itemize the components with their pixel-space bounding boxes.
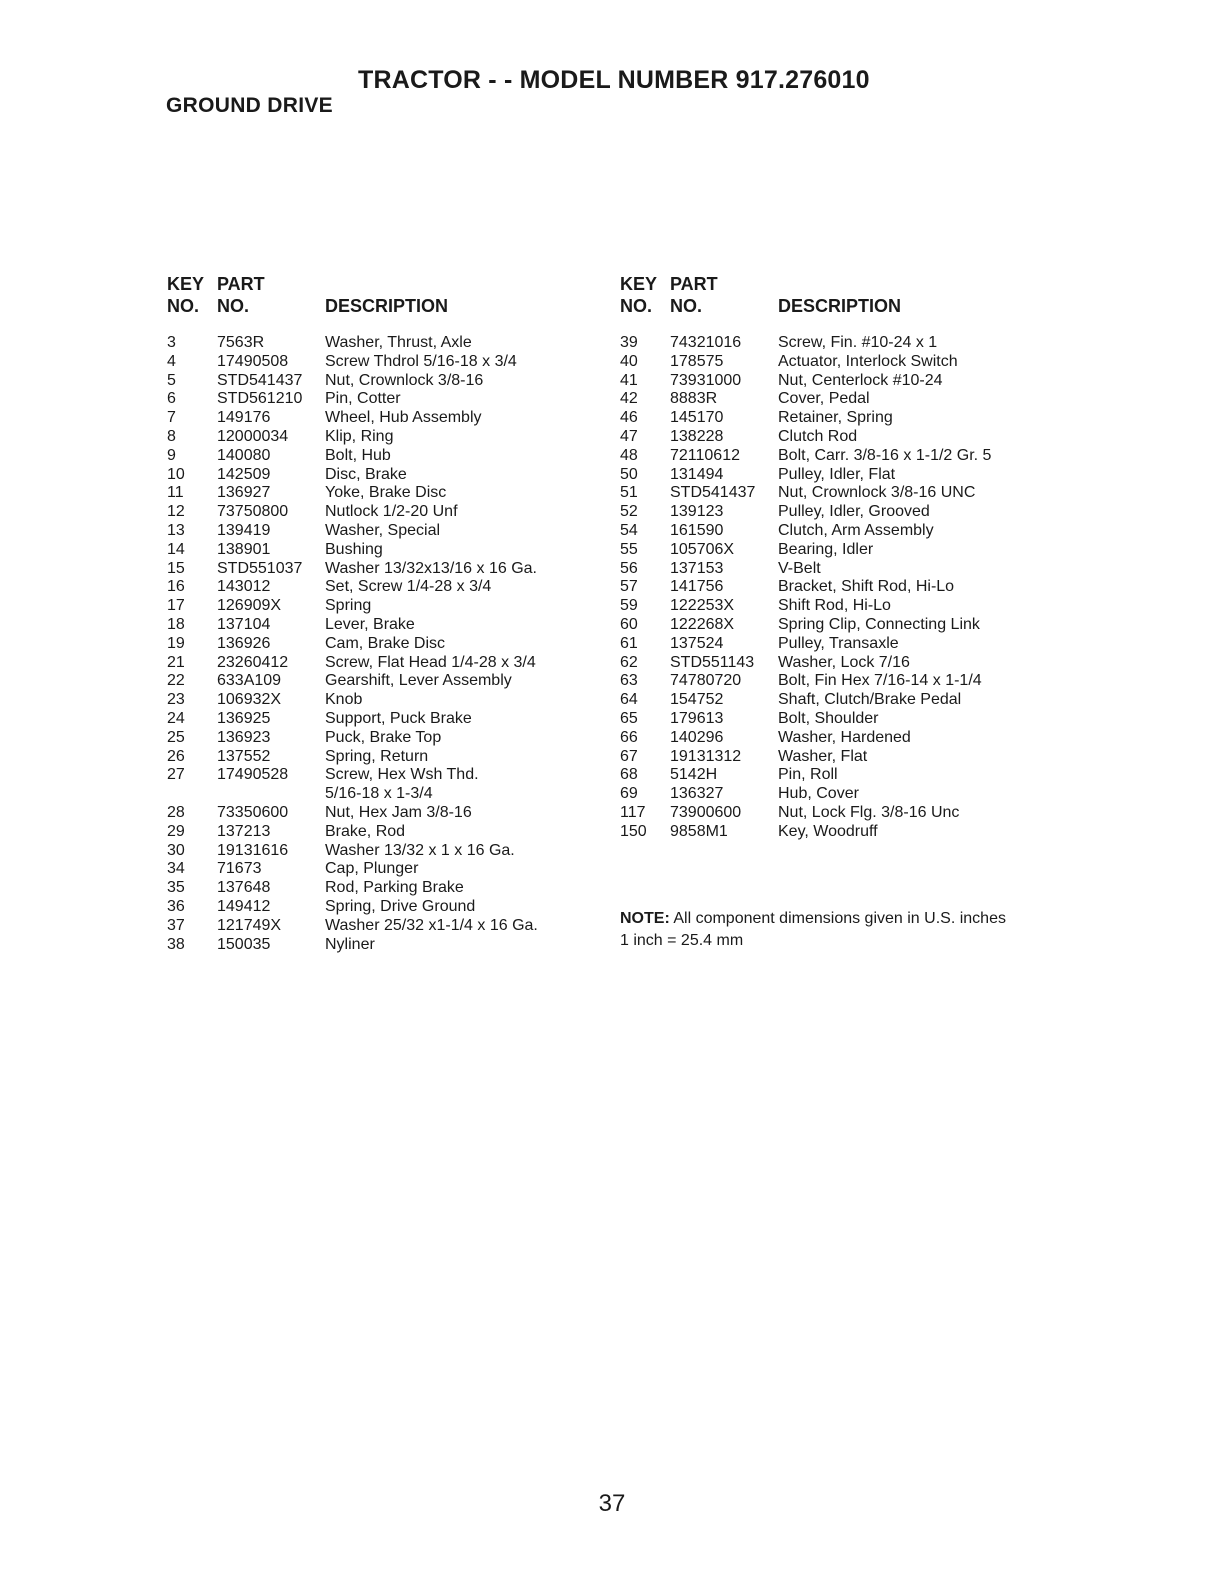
part-no: 9858M1 (670, 822, 728, 840)
description: Bolt, Fin Hex 7/16-14 x 1-1/4 (778, 672, 982, 690)
dimension-note (620, 908, 1010, 952)
header-key-top: KEY (167, 274, 205, 294)
description: Knob (325, 691, 363, 709)
page-title: TRACTOR - - MODEL NUMBER 917.276010 (358, 66, 870, 94)
key-no: 68 (620, 766, 638, 784)
description: Clutch Rod (778, 427, 858, 445)
description: Washer, Hardened (778, 728, 911, 746)
key-no: 52 (620, 503, 638, 521)
part-no: 141756 (670, 578, 724, 596)
description: Spring, Return (325, 747, 429, 765)
header-key-top: KEY (620, 274, 658, 294)
part-no: 73350600 (217, 803, 289, 821)
part-no: 149412 (217, 897, 271, 915)
description: Disc, Brake (325, 465, 407, 483)
description: Washer 25/32 x1-1/4 x 16 Ga. (325, 916, 538, 934)
header-part-top: PART (670, 274, 718, 294)
description: Cam, Brake Disc (325, 634, 446, 652)
key-no: 63 (620, 672, 638, 690)
table-row (167, 409, 587, 428)
table-row (167, 748, 587, 767)
description: Screw, Flat Head 1/4-28 x 3/4 (325, 653, 536, 671)
description: Cap, Plunger (325, 860, 419, 878)
part-no: 179613 (670, 709, 724, 727)
note-label: NOTE: (620, 910, 670, 927)
part-no: 136926 (217, 634, 271, 652)
part-no: 136923 (217, 728, 271, 746)
description: Spring Clip, Connecting Link (778, 615, 980, 633)
key-no: 54 (620, 521, 638, 539)
table-row (167, 785, 587, 804)
description: Shift Rod, Hi-Lo (778, 597, 891, 615)
description: Washer, Flat (778, 747, 868, 765)
part-no: 122253X (670, 597, 735, 615)
table-row (620, 823, 1040, 842)
key-no: 28 (167, 803, 185, 821)
table-row (167, 522, 587, 541)
description: Actuator, Interlock Switch (778, 352, 958, 370)
key-no: 37 (167, 916, 185, 934)
table-row (167, 635, 587, 654)
key-no: 6 (167, 390, 176, 408)
table-row (620, 353, 1040, 372)
description: Washer 13/32x13/16 x 16 Ga. (325, 559, 537, 577)
key-no: 40 (620, 352, 638, 370)
part-no: 140080 (217, 446, 271, 464)
table-row (167, 917, 587, 936)
description: Pulley, Transaxle (778, 634, 899, 652)
description: Nut, Centerlock #10-24 (778, 371, 943, 389)
key-no: 60 (620, 615, 638, 633)
section-subtitle: GROUND DRIVE (166, 94, 333, 117)
table-row (620, 428, 1040, 447)
description: Klip, Ring (325, 427, 394, 445)
table-row (167, 466, 587, 485)
description: Bracket, Shift Rod, Hi-Lo (778, 578, 955, 596)
description: Yoke, Brake Disc (325, 484, 447, 502)
description: Support, Puck Brake (325, 709, 472, 727)
description: Bolt, Shoulder (778, 709, 879, 727)
header-part-bottom: NO. (670, 296, 703, 316)
key-no: 19 (167, 634, 185, 652)
part-no: 143012 (217, 578, 271, 596)
key-no: 55 (620, 540, 638, 558)
description: Hub, Cover (778, 785, 859, 803)
part-no: 161590 (670, 521, 724, 539)
description: Cover, Pedal (778, 390, 870, 408)
page-number: 37 (598, 1490, 626, 1517)
part-no: 139123 (670, 503, 724, 521)
key-no: 36 (167, 897, 185, 915)
table-row (167, 578, 587, 597)
key-no: 64 (620, 691, 638, 709)
part-no: 105706X (670, 540, 735, 558)
key-no: 62 (620, 653, 638, 671)
part-no: 137648 (217, 879, 271, 897)
description: Retainer, Spring (778, 409, 893, 427)
note-text: All component dimensions given in U.S. inches 1 inch = 25.4 mm (620, 910, 1006, 949)
table-row (620, 804, 1040, 823)
key-no: 29 (167, 822, 185, 840)
description: Set, Screw 1/4-28 x 3/4 (325, 578, 492, 596)
key-no: 57 (620, 578, 638, 596)
key-no: 46 (620, 409, 638, 427)
table-row (167, 353, 587, 372)
part-no: 73931000 (670, 371, 742, 389)
part-no: 154752 (670, 691, 724, 709)
part-no: 137153 (670, 559, 724, 577)
key-no: 26 (167, 747, 185, 765)
table-row (167, 842, 587, 861)
table-row (620, 541, 1040, 560)
part-no: 73750800 (217, 503, 289, 521)
key-no: 50 (620, 465, 638, 483)
table-row (620, 372, 1040, 391)
part-no: 7563R (217, 334, 265, 351)
key-no: 117 (620, 803, 646, 821)
parts-table-left (167, 274, 587, 954)
part-no: 145170 (670, 409, 724, 427)
description: Nut, Crownlock 3/8-16 (325, 371, 484, 389)
table-row (620, 447, 1040, 466)
key-no: 16 (167, 578, 185, 596)
key-no: 51 (620, 484, 638, 502)
table-row (167, 372, 587, 391)
table-row (167, 560, 587, 579)
table-row (620, 503, 1040, 522)
part-no: 12000034 (217, 427, 289, 445)
table-row (620, 635, 1040, 654)
part-no: 136327 (670, 785, 724, 803)
table-row (167, 447, 587, 466)
part-no: 633A109 (217, 672, 282, 690)
table-row (167, 484, 587, 503)
part-no: 122268X (670, 615, 735, 633)
key-no: 27 (167, 766, 185, 784)
description: Washer, Special (325, 521, 441, 539)
key-no: 69 (620, 785, 638, 803)
part-no: 72110612 (670, 446, 740, 464)
key-no: 11 (167, 484, 184, 502)
description: Rod, Parking Brake (325, 879, 464, 897)
part-no: 74321016 (670, 334, 742, 351)
part-no: 137552 (217, 747, 271, 765)
table-row (620, 710, 1040, 729)
table-row (167, 597, 587, 616)
key-no: 67 (620, 747, 638, 765)
part-no: STD561210 (217, 390, 303, 408)
key-no: 25 (167, 728, 185, 746)
part-no: 142509 (217, 465, 271, 483)
table-row (620, 597, 1040, 616)
part-no: STD541437 (217, 371, 303, 389)
header-part-bottom: NO. (217, 296, 250, 316)
part-no: 149176 (217, 409, 271, 427)
part-no: 150035 (217, 935, 271, 953)
description: 5/16-18 x 1-3/4 (325, 785, 433, 803)
table-row (620, 522, 1040, 541)
key-no: 66 (620, 728, 638, 746)
key-no: 15 (167, 559, 185, 577)
table-row (167, 428, 587, 447)
table-row (620, 560, 1040, 579)
table-row (620, 466, 1040, 485)
table-row (167, 936, 587, 955)
part-no: 136925 (217, 709, 271, 727)
description: Bolt, Carr. 3/8-16 x 1-1/2 Gr. 5 (778, 446, 992, 464)
key-no: 7 (167, 409, 176, 427)
table-row (620, 334, 1040, 353)
table-row (167, 390, 587, 409)
key-no: 14 (167, 540, 185, 558)
key-no: 47 (620, 427, 638, 445)
key-no: 48 (620, 446, 638, 464)
table-row (620, 672, 1040, 691)
key-no: 17 (167, 597, 185, 615)
description: V-Belt (778, 559, 821, 577)
table-row (620, 654, 1040, 673)
description: Bolt, Hub (325, 446, 391, 464)
key-no: 34 (167, 860, 185, 878)
description: Puck, Brake Top (325, 728, 442, 746)
part-no: 17490508 (217, 352, 289, 370)
header-part-top: PART (217, 274, 265, 294)
table-row (620, 578, 1040, 597)
part-no: STD551037 (217, 559, 303, 577)
description: Screw, Fin. #10-24 x 1 (778, 334, 938, 351)
part-no: 73900600 (670, 803, 742, 821)
key-no: 10 (167, 465, 185, 483)
key-no: 22 (167, 672, 185, 690)
part-no: 71673 (217, 860, 262, 878)
key-no: 41 (620, 371, 638, 389)
parts-list-right (620, 334, 1040, 842)
key-no: 39 (620, 334, 638, 351)
description: Spring (325, 597, 372, 615)
header-description: DESCRIPTION (325, 296, 449, 316)
description: Pin, Roll (778, 766, 838, 784)
part-no: 140296 (670, 728, 724, 746)
table-row (167, 503, 587, 522)
table-row (620, 616, 1040, 635)
part-no: 121749X (217, 916, 282, 934)
table-row (167, 541, 587, 560)
description: Washer, Lock 7/16 (778, 653, 910, 671)
parts-table-right (620, 274, 1040, 842)
description: Clutch, Arm Assembly (778, 521, 934, 539)
part-no: 131494 (670, 465, 724, 483)
key-no: 18 (167, 615, 185, 633)
key-no: 59 (620, 597, 638, 615)
description: Wheel, Hub Assembly (325, 409, 482, 427)
part-no: 138228 (670, 427, 724, 445)
table-row (167, 710, 587, 729)
key-no: 23 (167, 691, 185, 709)
table-row (167, 823, 587, 842)
key-no: 8 (167, 427, 176, 445)
description: Pulley, Idler, Grooved (778, 503, 930, 521)
part-no: STD541437 (670, 484, 756, 502)
part-no: STD551143 (670, 653, 755, 671)
table-row (620, 390, 1040, 409)
key-no: 13 (167, 521, 185, 539)
table-row (167, 860, 587, 879)
part-no: 178575 (670, 352, 724, 370)
description: Screw Thdrol 5/16-18 x 3/4 (325, 352, 517, 370)
part-no: 138901 (217, 540, 271, 558)
description: Lever, Brake (325, 615, 415, 633)
table-row (167, 334, 587, 353)
header-description: DESCRIPTION (778, 296, 902, 316)
parts-list-left (167, 334, 587, 954)
part-no: 126909X (217, 597, 282, 615)
table-row (167, 766, 587, 785)
description: Nutlock 1/2-20 Unf (325, 503, 458, 521)
part-no: 136927 (217, 484, 271, 502)
key-no: 30 (167, 841, 185, 859)
table-row (167, 729, 587, 748)
description: Nut, Hex Jam 3/8-16 (325, 803, 472, 821)
part-no: 19131616 (217, 841, 289, 859)
description: Nyliner (325, 935, 375, 953)
key-no: 4 (167, 352, 176, 370)
part-no: 8883R (670, 390, 718, 408)
key-no: 3 (167, 334, 176, 351)
key-no: 38 (167, 935, 185, 953)
key-no: 61 (620, 634, 638, 652)
description: Bushing (325, 540, 383, 558)
part-no: 106932X (217, 691, 282, 709)
description: Brake, Rod (325, 822, 406, 840)
table-row (620, 484, 1040, 503)
description: Pin, Cotter (325, 390, 401, 408)
part-no: 19131312 (670, 747, 742, 765)
header-key-bottom: NO. (167, 296, 200, 316)
table-row (620, 729, 1040, 748)
key-no: 150 (620, 822, 647, 840)
part-no: 5142H (670, 766, 718, 784)
part-no: 137213 (217, 822, 271, 840)
key-no: 65 (620, 709, 638, 727)
description: Screw, Hex Wsh Thd. (325, 766, 479, 784)
key-no: 24 (167, 709, 185, 727)
table-row (167, 898, 587, 917)
description: Gearshift, Lever Assembly (325, 672, 512, 690)
part-no: 139419 (217, 521, 271, 539)
table-row (167, 691, 587, 710)
part-no: 74780720 (670, 672, 742, 690)
table-row (620, 748, 1040, 767)
key-no: 35 (167, 879, 185, 897)
description: Pulley, Idler, Flat (778, 465, 896, 483)
description: Bearing, Idler (778, 540, 874, 558)
description: Shaft, Clutch/Brake Pedal (778, 691, 962, 709)
key-no: 21 (167, 653, 185, 671)
key-no: 12 (167, 503, 185, 521)
table-row (620, 766, 1040, 785)
table-row (167, 804, 587, 823)
key-no: 56 (620, 559, 638, 577)
table-header (167, 274, 587, 334)
description: Washer 13/32 x 1 x 16 Ga. (325, 841, 515, 859)
description: Nut, Crownlock 3/8-16 UNC (778, 484, 976, 502)
table-row (620, 691, 1040, 710)
key-no: 9 (167, 446, 176, 464)
table-row (167, 672, 587, 691)
header-key-bottom: NO. (620, 296, 653, 316)
table-row (620, 409, 1040, 428)
key-no: 42 (620, 390, 638, 408)
part-no: 23260412 (217, 653, 289, 671)
description: Nut, Lock Flg. 3/8-16 Unc (778, 803, 960, 821)
description: Spring, Drive Ground (325, 897, 476, 915)
table-row (167, 654, 587, 673)
part-no: 137524 (670, 634, 724, 652)
key-no: 5 (167, 371, 176, 389)
part-no: 137104 (217, 615, 271, 633)
table-row (167, 879, 587, 898)
description: Key, Woodruff (778, 822, 878, 840)
description: Washer, Thrust, Axle (325, 334, 472, 351)
table-row (167, 616, 587, 635)
table-row (620, 785, 1040, 804)
part-no: 17490528 (217, 766, 289, 784)
table-header (620, 274, 1040, 334)
